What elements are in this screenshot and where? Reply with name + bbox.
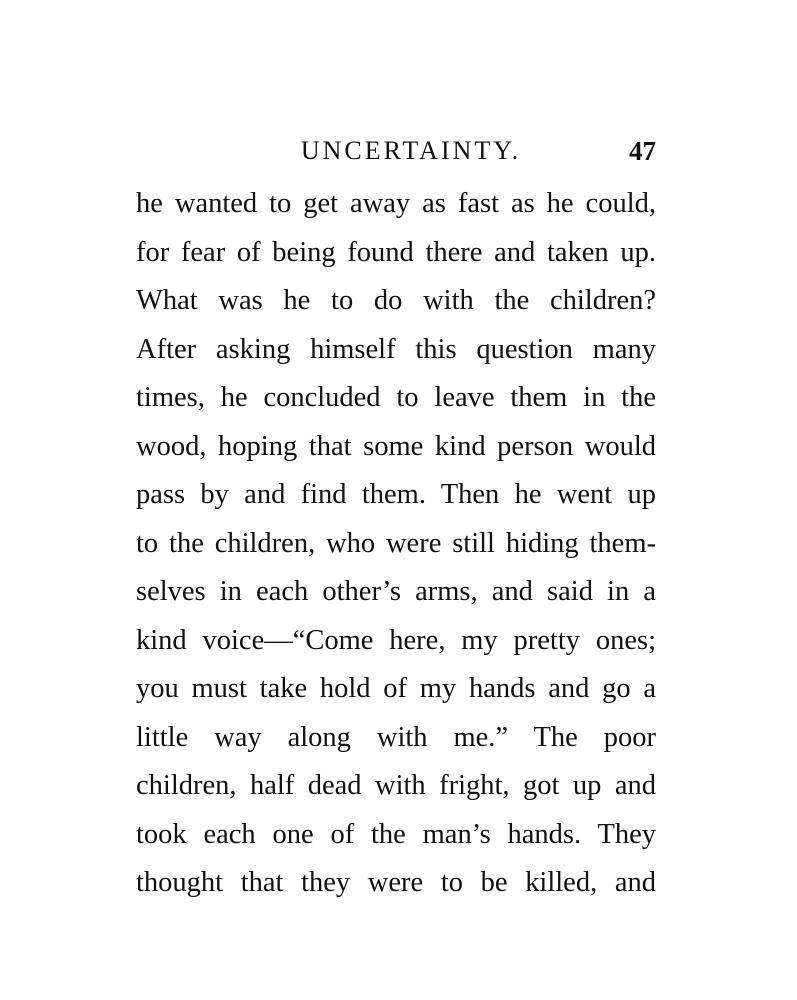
text-line: wood, hoping that some kind person would (136, 430, 656, 462)
text-line: selves in each other’s arms, and said in a (136, 576, 656, 607)
text-line: kind voice—“Come here, my pretty ones; (136, 624, 656, 656)
running-head (138, 134, 656, 168)
text-line: After asking himself this question many (136, 333, 656, 365)
page-number: 47 (629, 136, 656, 166)
text-line: for fear of being found there and taken up. (136, 236, 656, 268)
text-line: you must take hold of my hands and go a (136, 673, 656, 704)
text-line: to the children, who were still hiding them- (136, 527, 656, 559)
text-line: little way along with me.” The poor (136, 721, 656, 753)
text-line: thought that they were to be killed, and (136, 867, 656, 898)
running-title: UNCERTAINTY. (300, 136, 522, 165)
text-line: children, half dead with fright, got up and (136, 770, 656, 801)
text-line: What was he to do with the children? (136, 285, 656, 316)
text-line: took each one of the man’s hands. They (136, 818, 656, 850)
text-line: pass by and find them. Then he went up (136, 479, 656, 510)
text-line: times, he concluded to leave them in the (136, 382, 656, 413)
text-line: he wanted to get away as fast as he could, (136, 188, 656, 219)
body-text (136, 180, 656, 908)
